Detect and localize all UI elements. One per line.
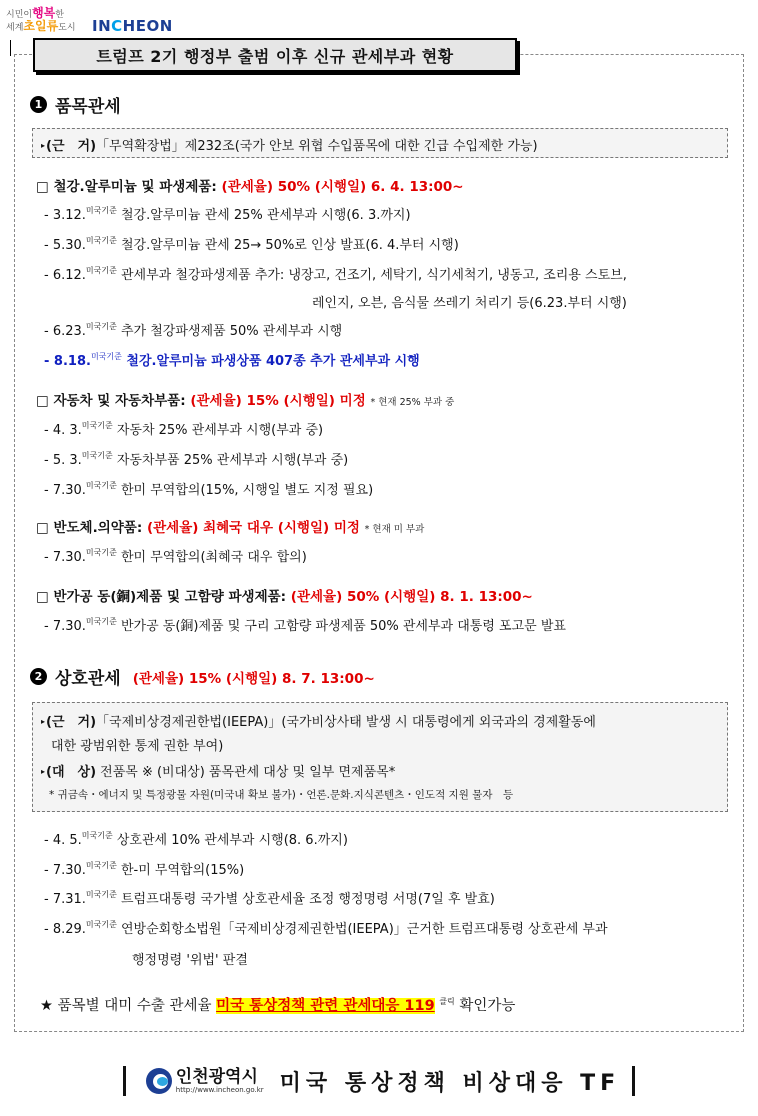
steel-heading: □ 철강.알루미늄 및 파생제품: (관세율) 50% (시행일) 6. 4. 13:00~ xyxy=(36,179,464,195)
text-cursor xyxy=(10,40,11,56)
page-title: 트럼프 2기 행정부 출범 이후 신규 관세부과 현황 xyxy=(33,38,517,72)
list-item-continued: 행정명령 '위법' 판결 xyxy=(132,953,248,968)
list-item: - 7.31.$^{미국기준}$ 트럼프대통령 국가별 상호관세율 조정 행정명령 서명(7일 후 발효) xyxy=(44,890,495,907)
list-item: - 5. 3.$^{미국기준}$ 자동차부품 25% 관세부과 시행(부과 중) xyxy=(44,451,349,468)
list-item-highlighted: - 8.18.$^{미국기준}$ 철강.알루미늄 파생상품 407종 추가 관세부과 시행 xyxy=(44,352,420,369)
list-item: - 4. 5.$^{미국기준}$ 상호관세 10% 관세부과 시행(8. 6.까지) xyxy=(44,831,348,848)
list-item: - 4. 3.$^{미국기준}$ 자동차 25% 관세부과 시행(부과 중) xyxy=(44,421,324,438)
footer-divider-right xyxy=(632,1066,635,1096)
bottom-note: ★ 품목별 대미 수출 관세율 미국 통상정책 관련 관세대응 119 $^{클릭}$ 확인가능 xyxy=(40,997,516,1014)
list-item: - 5.30.$^{미국기준}$ 철강.알루미늄 관세 25→ 50%로 인상 발표(6. 4.부터 시행) xyxy=(44,236,459,253)
list-item: - 3.12.$^{미국기준}$ 철강.알루미늄 관세 25% 관세부과 시행(6. 3.까지) xyxy=(44,206,411,223)
list-item: - 8.29.$^{미국기준}$ 연방순회항소법원「국제비상경제권한법(IEEPA)」근거한 트럼프대통령 상호관세 부과 xyxy=(44,920,608,937)
list-item: - 7.30.$^{미국기준}$ 한미 무역합의(최혜국 대우 합의) xyxy=(44,548,307,565)
incheon-emblem-icon xyxy=(146,1068,172,1094)
tariff-119-link[interactable]: 미국 통상정책 관련 관세대응 119 xyxy=(216,998,435,1014)
list-item: - 7.30.$^{미국기준}$ 한-미 무역합의(15%) xyxy=(44,861,245,878)
incheon-logo xyxy=(6,4,173,38)
section1-basis-box: ▸(근 거)「무역확장법」제232조(국가 안보 위협 수입품목에 대한 긴급 수입제한 가능) xyxy=(32,128,728,158)
logo-city-name: INCHEON xyxy=(92,17,173,35)
bullet-triangle-icon: ▸ xyxy=(41,141,46,150)
semi-heading: □ 반도체.의약품: (관세율) 최혜국 대우 (시행일) 미정 * 현재 미 부과 xyxy=(36,520,425,536)
footer-title: 미국 통상정책 비상대응 TF xyxy=(279,1070,621,1096)
section-number-icon: 2 xyxy=(30,668,47,685)
section1-heading: 1 품목관세 xyxy=(30,92,121,117)
section2-basis-box: ▸(근 거)「국제비상경제권한법(IEEPA)」(국가비상사태 발생 시 대통령에게 외국과의 경제활동에 대한 광범위한 통제 권한 부여) ▸(대 상) 전품목 ※ (비대상) 품목관세 대상 및 일부 면제품목* * 귀금속・에너지 및 특정광물 자원(미국내 확보 불가)・언론.문화.지식콘텐츠・인도적 지원 물자 등 xyxy=(32,702,728,812)
auto-heading: □ 자동차 및 자동차부품: (관세율) 15% (시행일) 미정 * 현재 25% 부과 중 xyxy=(36,393,455,409)
star-icon: ★ xyxy=(40,998,53,1014)
list-item: - 6.23.$^{미국기준}$ 추가 철강파생제품 50% 관세부과 시행 xyxy=(44,322,343,339)
bullet-triangle-icon: ▸ xyxy=(41,717,46,726)
list-item: - 7.30.$^{미국기준}$ 한미 무역합의(15%, 시행일 별도 지정 필요) xyxy=(44,481,374,498)
section-number-icon: 1 xyxy=(30,96,47,113)
copper-heading: □ 반가공 동(銅)제품 및 고함량 파생제품: (관세율) 50% (시행일) 8. 1. 13:00~ xyxy=(36,589,533,605)
section2-heading: 2 상호관세 (관세율) 15% (시행일) 8. 7. 13:00~ xyxy=(30,664,375,689)
footer xyxy=(0,1058,758,1104)
footer-divider-left xyxy=(123,1066,126,1096)
logo-slogan: 시민이행복한 세계초일류도시 xyxy=(6,6,76,33)
list-item-continued: 레인지, 오븐, 음식물 쓰레기 처리기 등(6.23.부터 시행) xyxy=(312,296,627,311)
incheon-city-logo: 인천광역시 http://www.incheon.go.kr xyxy=(146,1068,264,1095)
list-item: - 7.30.$^{미국기준}$ 반가공 동(銅)제품 및 구리 고함량 파생제품 50% 관세부과 대통령 포고문 발표 xyxy=(44,617,566,634)
bullet-triangle-icon: ▸ xyxy=(41,767,46,776)
list-item: - 6.12.$^{미국기준}$ 관세부과 철강파생제품 추가: 냉장고, 건조기, 세탁기, 식기세척기, 냉동고, 조리용 스토브, xyxy=(44,266,627,283)
content-frame xyxy=(14,54,744,1032)
